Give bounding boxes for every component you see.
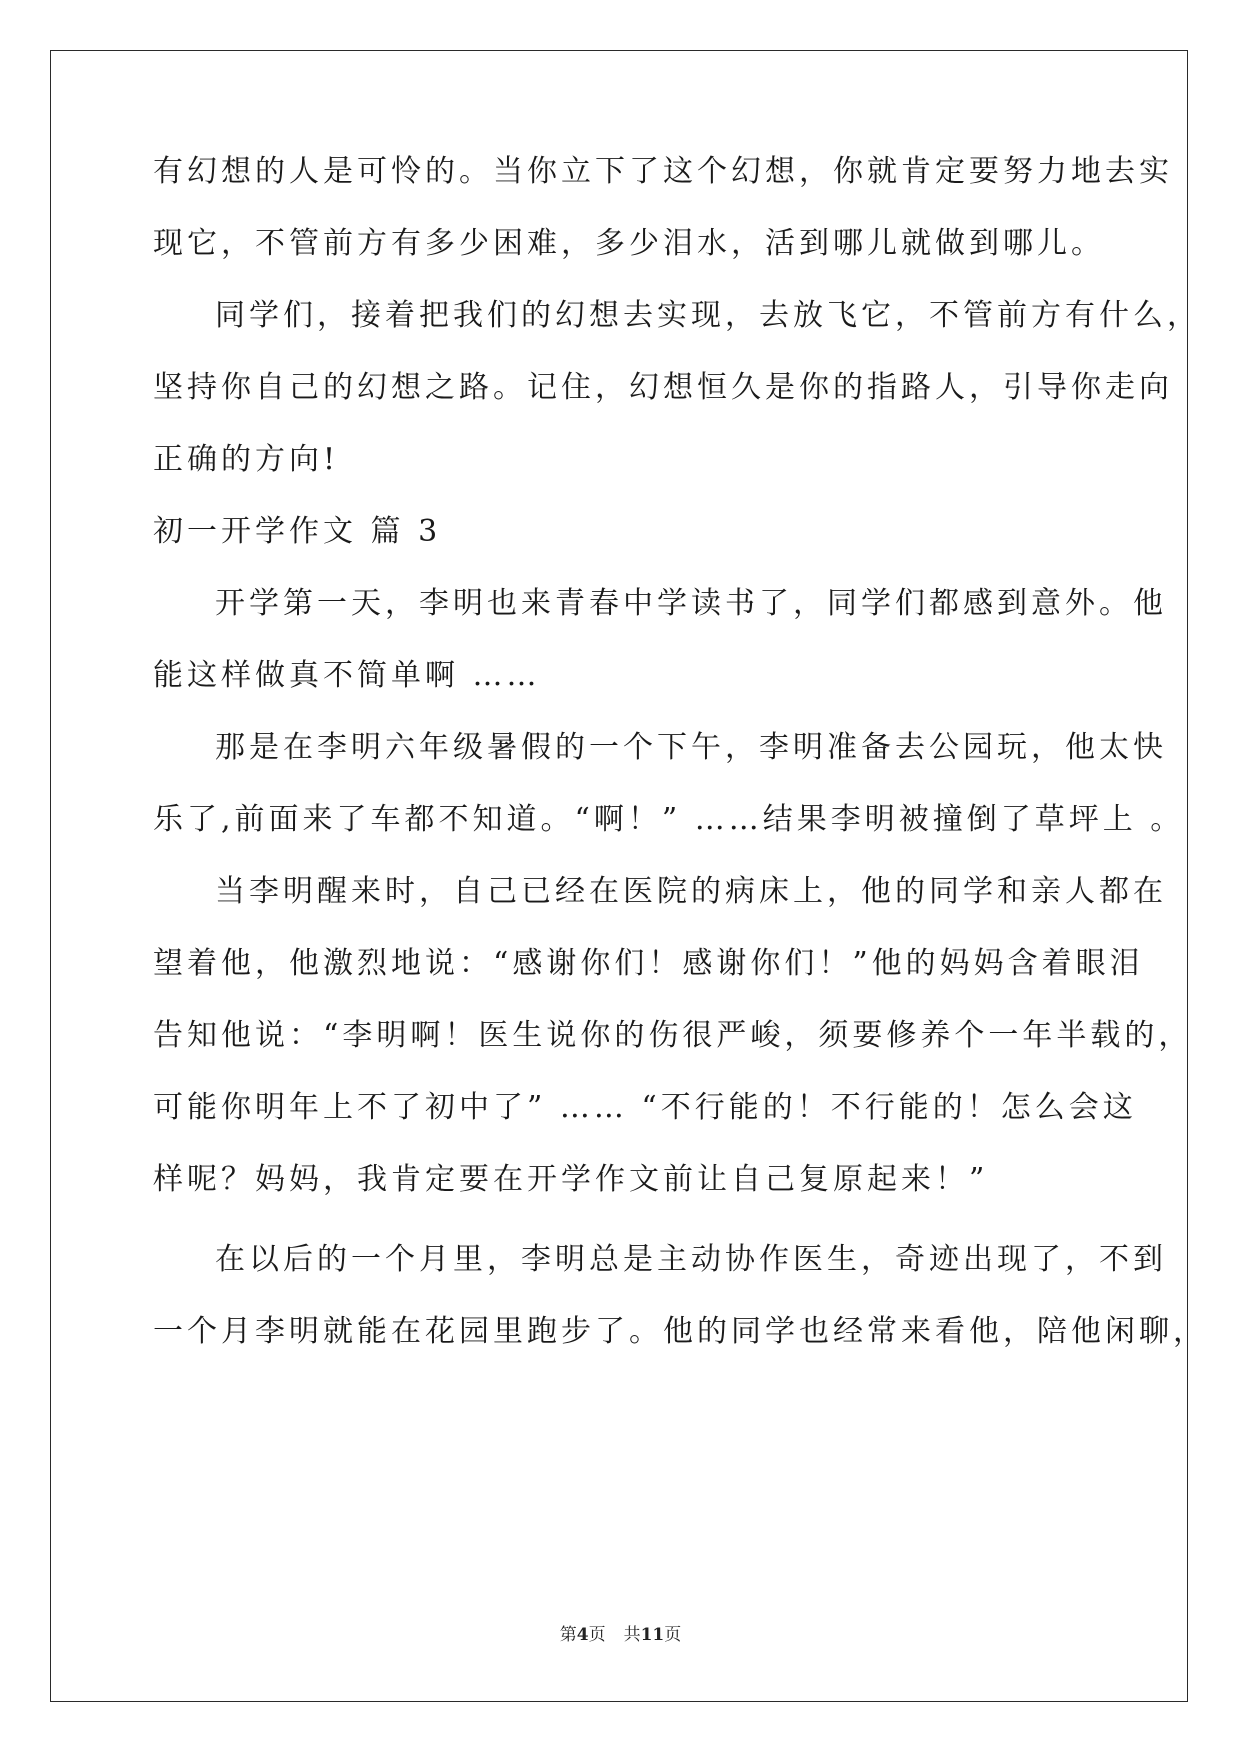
text-line: 一个月李明就能在花园里跑步了。他的同学也经常来看他，陪他闲聊， [153, 1314, 1207, 1349]
text-line: 正确的方向! [153, 442, 340, 477]
paragraph-start-line: 在以后的一个月里，李明总是主动协作医生，奇迹出现了，不到 [215, 1242, 1167, 1277]
text-line: 能这样做真不简单啊 …… [153, 658, 541, 693]
text-line: 有幻想的人是可怜的。当你立下了这个幻想，你就肯定要努力地去实 [153, 154, 1173, 189]
page-number: 4 [576, 1625, 589, 1645]
text-line: 样呢？妈妈，我肯定要在开学作文前让自己复原起来！” [153, 1162, 989, 1197]
paragraph-start-line: 同学们，接着把我们的幻想去实现，去放飞它，不管前方有什么， [215, 298, 1201, 333]
paragraph-start-line: 当李明醒来时，自己已经在医院的病床上，他的同学和亲人都在 [215, 874, 1167, 909]
text-line: 告知他说：“李明啊！医生说你的伤很严峻，须要修养个一年半载的， [153, 1018, 1193, 1053]
text-line: 可能你明年上不了初中了” …… “不行能的！不行能的！怎么会这 [153, 1090, 1137, 1125]
total-pages: 11 [640, 1625, 665, 1645]
paragraph-start-line: 开学第一天，李明也来青春中学读书了，同学们都感到意外。他 [215, 586, 1167, 621]
page-suffix: 页 [588, 1625, 606, 1645]
page-prefix: 第 [559, 1625, 577, 1645]
total-prefix: 共 [623, 1625, 641, 1645]
text-line: 坚持你自己的幻想之路。记住，幻想恒久是你的指路人，引导你走向 [153, 370, 1173, 405]
total-suffix: 页 [664, 1625, 682, 1645]
text-line: 现它，不管前方有多少困难，多少泪水，活到哪儿就做到哪儿。 [153, 226, 1105, 261]
page-footer [0, 1620, 1241, 1645]
section-heading: 初一开学作文 篇 3 [153, 514, 442, 549]
text-line: 乐了,前面来了车都不知道。“啊！” ……结果李明被撞倒了草坪上 。 [153, 802, 1185, 837]
paragraph-start-line: 那是在李明六年级暑假的一个下午，李明准备去公园玩，他太快 [215, 730, 1167, 765]
text-line: 望着他，他激烈地说：“感谢你们！感谢你们！”他的妈妈含着眼泪 [153, 946, 1144, 981]
